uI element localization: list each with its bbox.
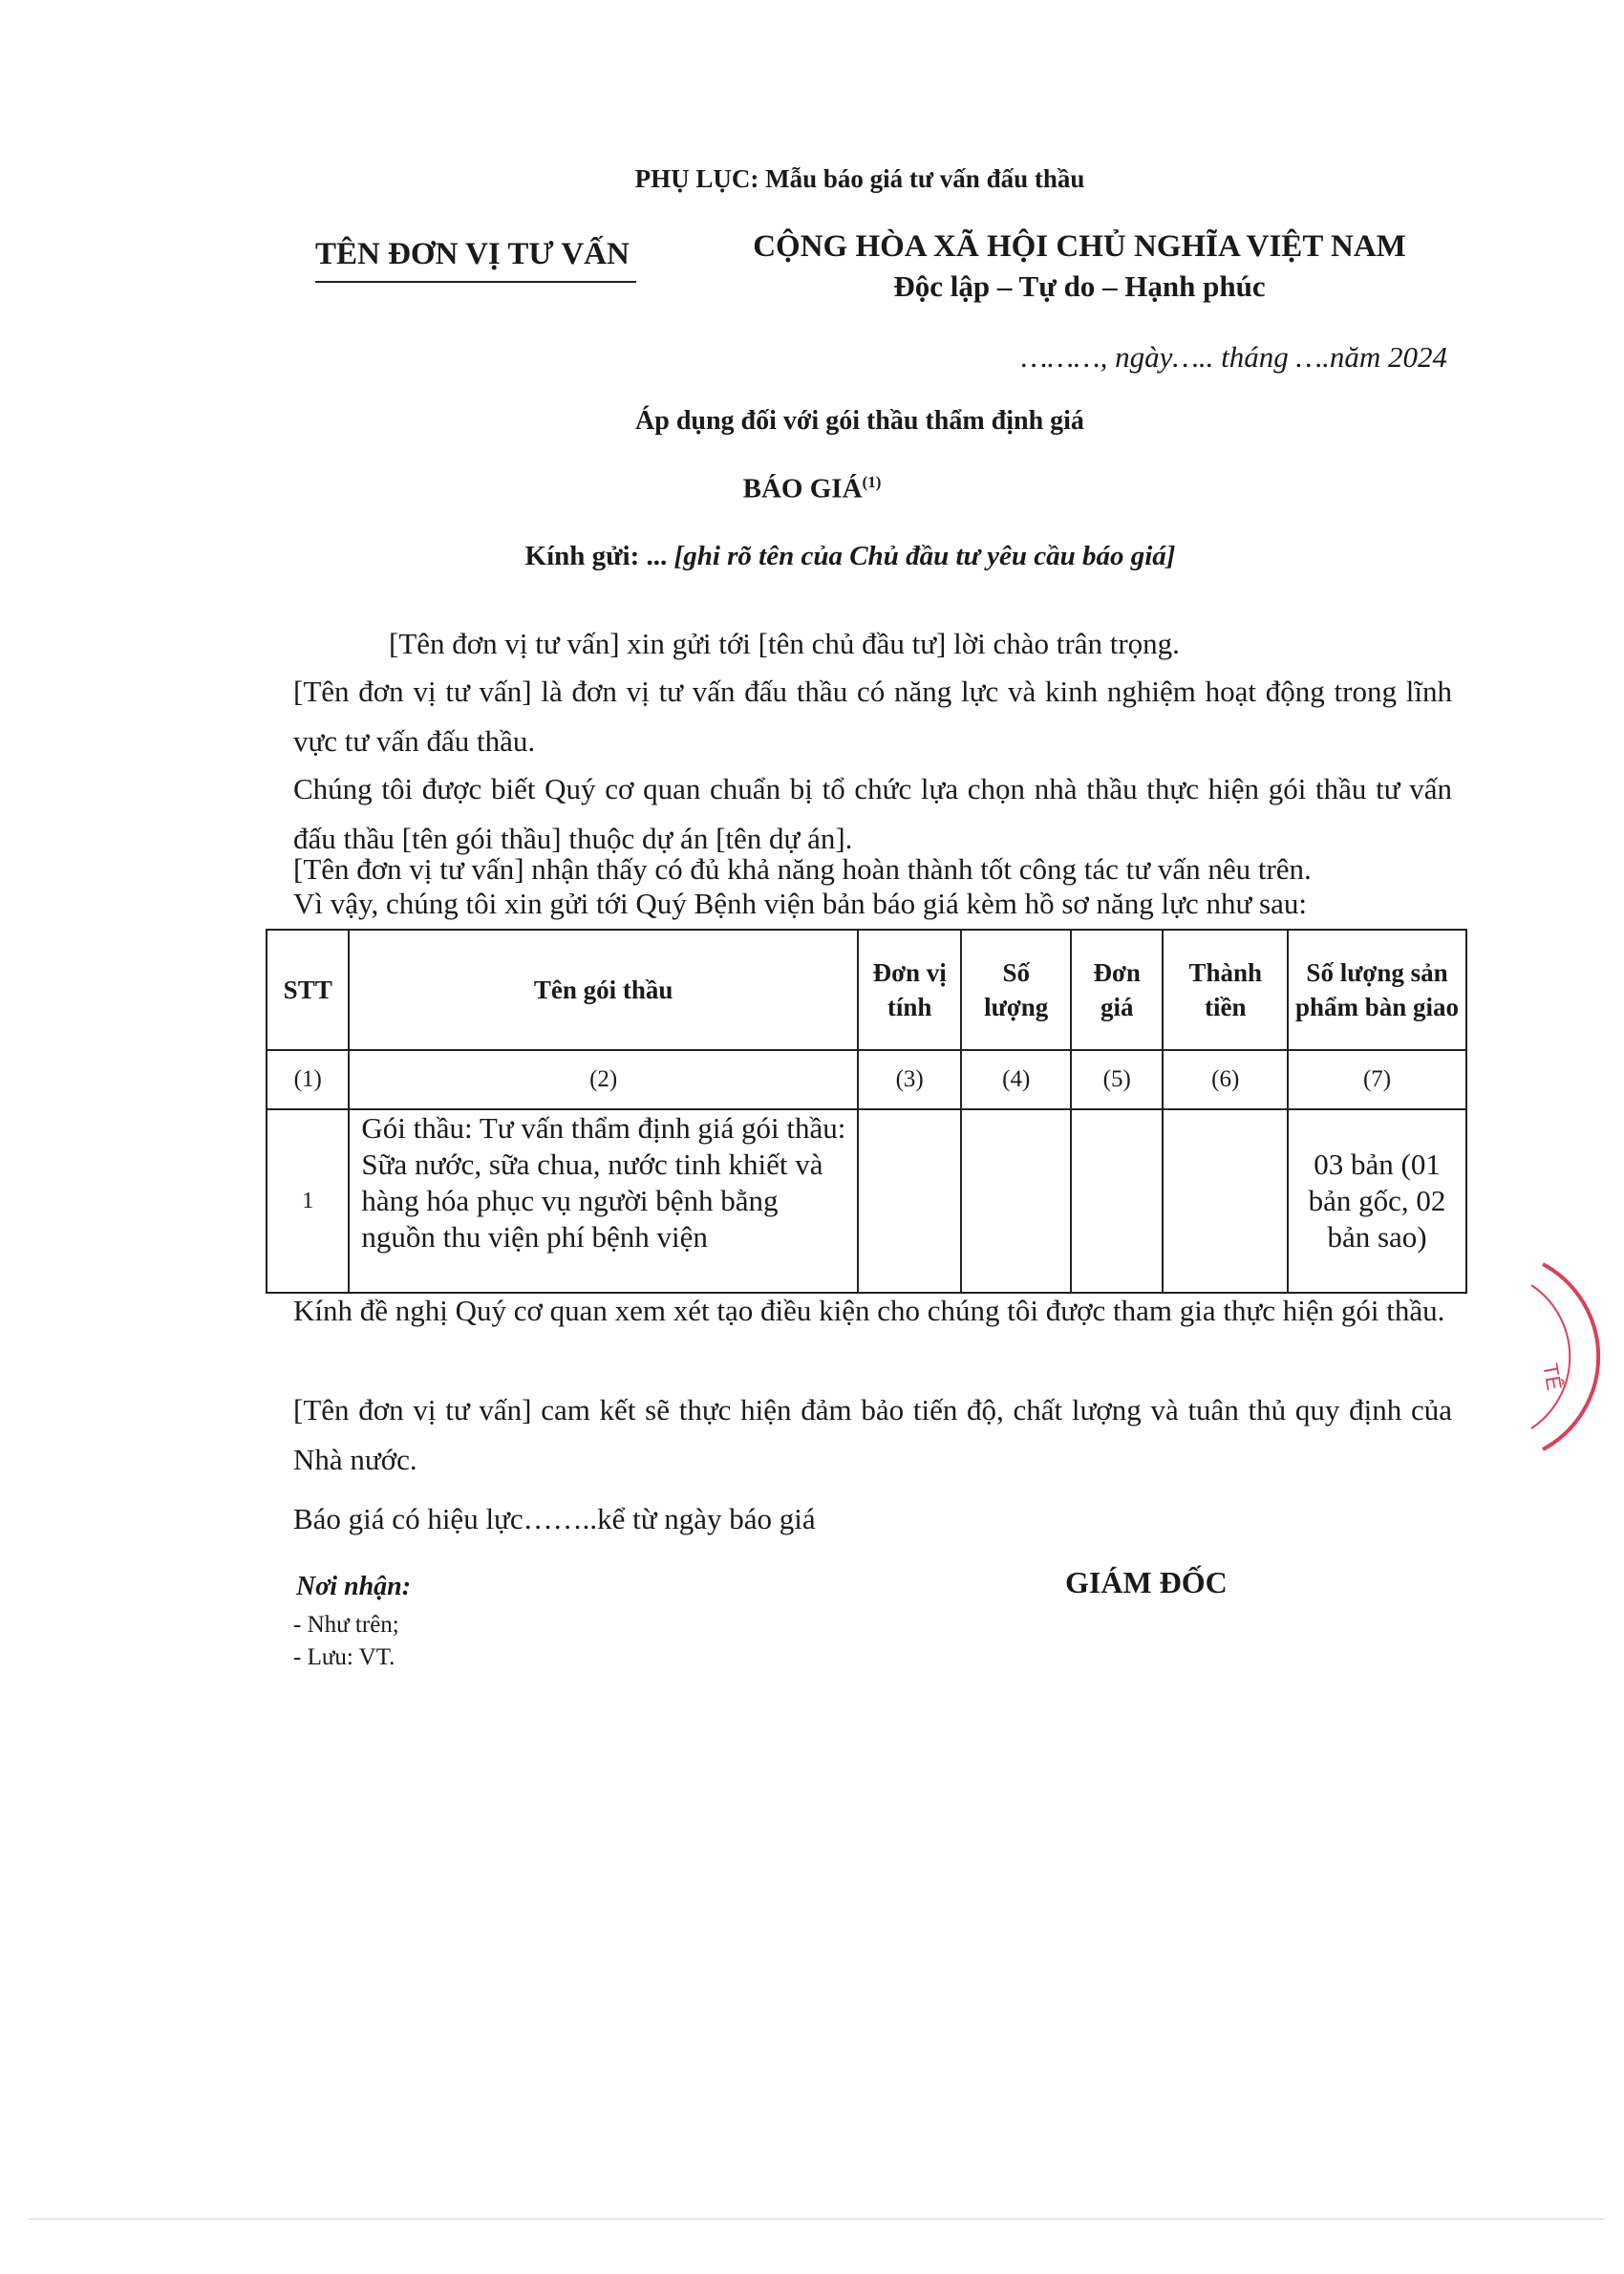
signer-title: GIÁM ĐỐC [1065, 1565, 1228, 1599]
greeting-paragraph: [Tên đơn vị tư vấn] xin gửi tới [tên chủ đầu tư] lời chào trân trọng. [389, 627, 1180, 660]
column-number: (5) [1071, 1050, 1163, 1109]
stamp-text: TẾ [1538, 1361, 1567, 1392]
header-unit: Đơn vị tính [858, 930, 962, 1050]
column-number: (3) [858, 1050, 962, 1109]
partial-stamp-seal [1524, 1256, 1610, 1457]
consultant-unit-name: TÊN ĐƠN VỊ TƯ VẤN [315, 237, 630, 271]
appendix-title: PHỤ LỤC: Mẫu báo giá tư vấn đấu thầu [634, 164, 1085, 193]
national-motto: Độc lập – Tự do – Hạnh phúc [893, 269, 1266, 303]
quote-title-text: BÁO GIÁ [742, 473, 863, 504]
quote-title-footnote: (1) [862, 473, 882, 491]
row-stt: 1 [267, 1109, 349, 1293]
recipients-label: Nơi nhận: [296, 1572, 412, 1601]
unit-underline [315, 281, 636, 283]
respectfully-line [0, 541, 1624, 572]
header-deliverables: Số lượng sản phẩm bàn giao [1288, 930, 1466, 1050]
header-stt: STT [267, 930, 349, 1050]
date-line: ………, ngày….. tháng ….năm 2024 [1020, 340, 1447, 374]
column-number: (7) [1288, 1050, 1466, 1109]
respectfully-label: Kính gửi: ... [524, 541, 668, 571]
header-unit-price: Đơn giá [1071, 930, 1163, 1050]
recipient-item: - Như trên; [293, 1612, 399, 1638]
row-unit-price [1071, 1109, 1163, 1293]
validity-paragraph: Báo giá có hiệu lực……..kể từ ngày báo giá [293, 1502, 816, 1535]
row-unit [858, 1109, 962, 1293]
capability-paragraph: [Tên đơn vị tư vấn] là đơn vị tư vấn đấu thầu có năng lực và kinh nghiệm hoạt động trong lĩnh vực tư vấn đấu thầu. [293, 675, 1452, 758]
national-title: CỘNG HÒA XÃ HỘI CHỦ NGHĨA VIỆT NAM [753, 229, 1406, 264]
column-number: (6) [1163, 1050, 1288, 1109]
applicability-line: Áp dụng đối với gói thầu thẩm định giá [635, 406, 1084, 436]
table-header-row [267, 930, 1466, 1050]
table-row [267, 1109, 1466, 1293]
header-amount: Thành tiền [1163, 930, 1288, 1050]
ability-paragraph: [Tên đơn vị tư vấn] nhận thấy có đủ khả năng hoàn thành tốt công tác tư vấn nêu trên. [293, 852, 1312, 886]
header-package: Tên gói thầu [349, 930, 858, 1050]
page-bottom-rule [29, 2219, 1605, 2220]
quote-title [0, 473, 1624, 505]
row-quantity [961, 1109, 1071, 1293]
header-quantity: Số lượng [961, 930, 1071, 1050]
column-number: (1) [267, 1050, 349, 1109]
request-paragraph: Kính đề nghị Quý cơ quan xem xét tạo điều kiện cho chúng tôi được tham gia thực hiện gói thầu. [293, 1294, 1445, 1327]
row-package: Gói thầu: Tư vấn thẩm định giá gói thầu: Sữa nước, sữa chua, nước tinh khiết và hàng hóa phục vụ người bệnh bằng nguồn thu viện phí bệnh viện [349, 1109, 858, 1293]
row-amount [1163, 1109, 1288, 1293]
commitment-paragraph: [Tên đơn vị tư vấn] cam kết sẽ thực hiện đảm bảo tiến độ, chất lượng và tuân thủ quy định của Nhà nước. [293, 1393, 1452, 1476]
recipient-item: - Lưu: VT. [293, 1644, 395, 1670]
respectfully-target: [ghi rõ tên của Chủ đầu tư yêu cầu báo giá] [673, 541, 1176, 571]
row-deliverables: 03 bản (01 bản gốc, 02 bản sao) [1288, 1109, 1466, 1293]
awareness-paragraph: Chúng tôi được biết Quý cơ quan chuẩn bị tổ chức lựa chọn nhà thầu thực hiện gói thầu tư vấn đấu thầu [tên gói thầu] thuộc dự án [tên dự án]. [293, 772, 1452, 855]
column-number-row [267, 1050, 1466, 1109]
column-number: (4) [961, 1050, 1071, 1109]
quote-table [266, 929, 1467, 1294]
therefore-paragraph: Vì vậy, chúng tôi xin gửi tới Quý Bệnh viện bản báo giá kèm hồ sơ năng lực như sau: [293, 887, 1307, 920]
column-number: (2) [349, 1050, 858, 1109]
